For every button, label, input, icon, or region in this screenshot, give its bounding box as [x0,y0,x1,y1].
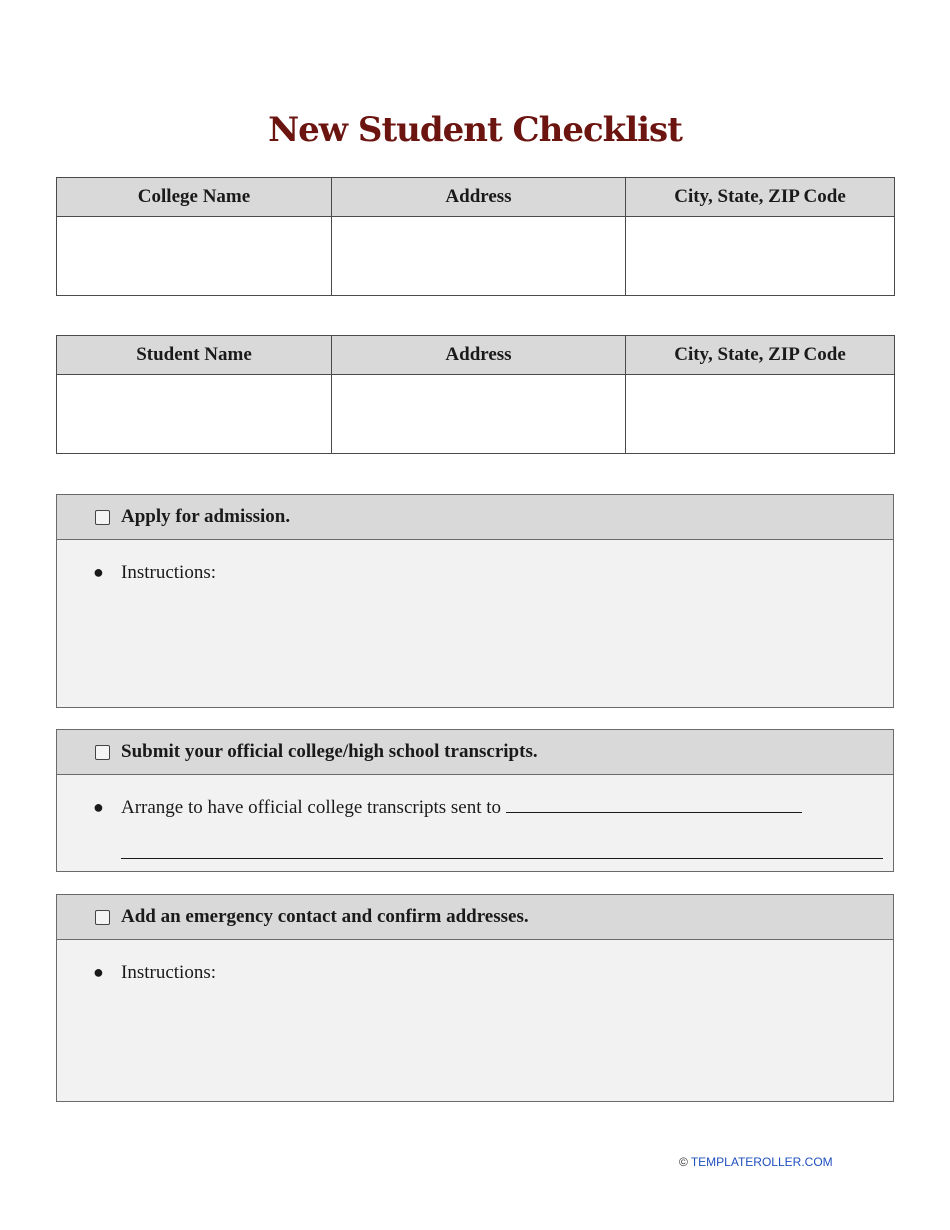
task-emergency-contact [56,894,894,1102]
task-title: Submit your official college/high school transcripts. [121,741,538,762]
student-city-field[interactable] [626,375,895,454]
footer [679,1155,833,1169]
task-title: Add an emergency contact and confirm addresses. [121,906,529,927]
college-name-header: College Name [57,178,332,217]
student-address-field[interactable] [332,375,626,454]
transcript-recipient-line-2[interactable] [121,858,883,859]
checkbox-icon[interactable] [95,745,110,760]
task-submit-transcripts [56,729,894,872]
task-header [57,730,893,775]
task-title: Apply for admission. [121,506,291,527]
bullet-icon: ● [93,962,104,982]
college-city-field[interactable] [626,217,895,296]
footer-link[interactable]: TEMPLATEROLLER.COM [690,1155,833,1169]
page-title: New Student Checklist [268,110,682,150]
task-header [57,495,893,540]
college-address-field[interactable] [332,217,626,296]
college-city-header: City, State, ZIP Code [626,178,895,217]
task-bullet-text: Instructions: [121,562,216,583]
task-body [57,940,893,984]
bullet-icon: ● [93,797,104,817]
task-header [57,895,893,940]
bullet-icon: ● [93,562,104,582]
task-bullet-text: Instructions: [121,962,216,983]
student-name-header: Student Name [57,336,332,375]
task-body [57,775,893,819]
copyright-symbol: © [679,1155,688,1169]
student-name-field[interactable] [57,375,332,454]
task-body [57,540,893,584]
checkbox-icon[interactable] [95,910,110,925]
college-table [56,177,895,296]
college-name-field[interactable] [57,217,332,296]
student-city-header: City, State, ZIP Code [626,336,895,375]
checkbox-icon[interactable] [95,510,110,525]
college-address-header: Address [332,178,626,217]
task-apply-admission [56,494,894,708]
task-bullet-text: Arrange to have official college transcripts sent to [121,797,502,818]
student-address-header: Address [332,336,626,375]
transcript-recipient-line[interactable] [506,798,802,813]
student-table [56,335,895,454]
